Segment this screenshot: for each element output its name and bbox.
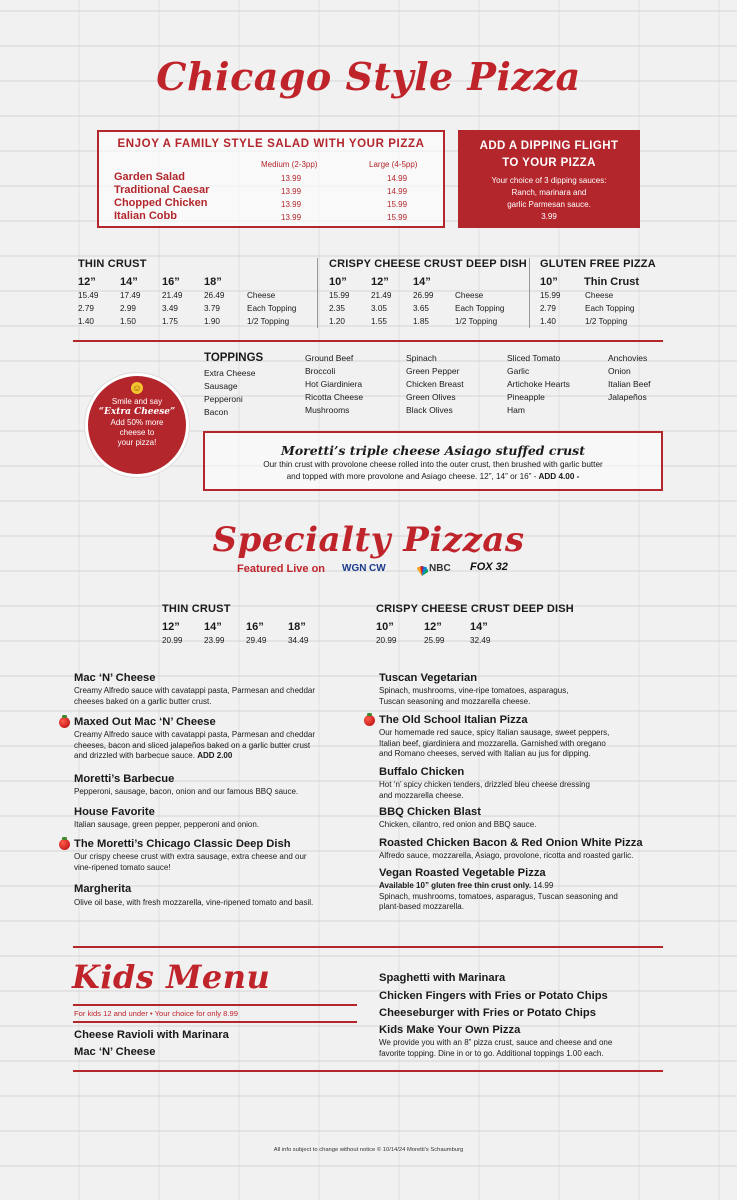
price-cell: 3.65 <box>413 304 429 313</box>
topping-item: Garlic <box>507 366 530 376</box>
dipping-title-2: TO YOUR PIZZA <box>502 157 596 169</box>
size-header: 12” <box>424 621 442 633</box>
size-header: 12” <box>371 276 389 288</box>
topping-item: Italian Beef <box>608 379 651 389</box>
size-header: 10” <box>329 276 347 288</box>
salad-name: Chopped Chicken <box>114 197 208 209</box>
bubble-text: your pizza! <box>117 438 157 447</box>
gluten-free-title: GLUTEN FREE PIZZA <box>540 258 656 270</box>
price-row-label: Each Topping <box>585 304 635 313</box>
price-cell: 15.49 <box>78 291 99 300</box>
asiago-title: Moretti’s triple cheese Asiago stuffed crust <box>281 443 585 458</box>
section-divider <box>73 1070 663 1072</box>
price-cell: 1.85 <box>413 317 429 326</box>
price-cell: 21.49 <box>162 291 183 300</box>
price-cell: 20.99 <box>162 636 183 645</box>
pizza-desc-line: Tuscan seasoning and mozzarella cheese. <box>379 696 531 706</box>
featured-label: Featured Live on <box>237 563 326 575</box>
crust-header: Thin Crust <box>584 276 639 288</box>
size-header: 18” <box>288 621 306 633</box>
pizza-desc-line: and Romano cheeses, served with Italian au jus for dipping. <box>379 749 591 758</box>
bubble-text: cheese to <box>119 428 155 437</box>
topping-item: Spinach <box>406 353 437 363</box>
pizza-desc-line: Our homemade red sauce, spicy Italian sausage, sweet peppers, <box>379 728 610 737</box>
thin-crust-title: THIN CRUST <box>78 258 147 270</box>
kids-divider <box>73 1004 357 1006</box>
price-cell: 2.99 <box>120 304 136 313</box>
kids-divider <box>73 1021 357 1023</box>
topping-item: Sliced Tomato <box>507 353 561 363</box>
topping-item: Chicken Breast <box>406 379 464 389</box>
salad-name: Italian Cobb <box>114 210 177 222</box>
salad-price-medium: 13.99 <box>281 174 302 183</box>
bubble-text: Add 50% more <box>110 418 164 427</box>
size-header: 10” <box>376 621 394 633</box>
pizza-desc: Alfredo sauce, mozzarella, Asiago, provolone, ricotta and roasted garlic. <box>379 851 634 860</box>
pizza-desc-line: vine-ripened tomato sauce! <box>74 862 171 872</box>
size-header: 14” <box>204 621 222 633</box>
pizza-desc-line: cheeses baked on a garlic butter crust. <box>74 696 212 706</box>
pizza-desc-line: Creamy Alfredo sauce with cavatappi pasta, Parmesan and cheddar <box>74 686 316 695</box>
salad-price-large: 15.99 <box>387 200 408 209</box>
pizza-desc-line: Italian beef, giardiniera and mozzarella. Garnished with oregano <box>379 738 606 748</box>
pizza-name: Roasted Chicken Bacon & Red Onion White Pizza <box>379 837 643 849</box>
footer-note: All info subject to change without notice © 10/14/24 Moretti’s Schaumburg <box>273 1147 464 1153</box>
price-row-label: 1/2 Topping <box>455 317 498 326</box>
pizza-desc <box>379 728 609 760</box>
salad-price-large: 14.99 <box>387 187 408 196</box>
dipping-price: 3.99 <box>541 212 557 221</box>
price-cell: 2.79 <box>78 304 94 313</box>
price-cell: 1.40 <box>540 317 556 326</box>
price-row-label: Cheese <box>455 291 484 300</box>
price-row-label: Each Topping <box>455 304 505 313</box>
price-cell: 1.75 <box>162 317 178 326</box>
topping-item: Green Pepper <box>406 366 460 376</box>
topping-item: Black Olives <box>406 405 453 415</box>
dipping-flight-box <box>458 130 640 228</box>
topping-item: Sausage <box>204 381 238 391</box>
kids-own-desc <box>379 1038 612 1059</box>
salad-price-large: 14.99 <box>387 174 408 183</box>
kids-note: For kids 12 and under • Your choice for only 8.99 <box>74 1009 238 1018</box>
pizza-name: The Moretti’s Chicago Classic Deep Dish <box>74 838 291 850</box>
price-row-label: Cheese <box>585 291 614 300</box>
topping-item: Onion <box>608 366 631 376</box>
pizza-name: Margherita <box>74 883 132 895</box>
pizza-name: Buffalo Chicken <box>379 766 465 778</box>
nbc-peacock-icon <box>416 563 428 573</box>
page-title: Chicago Style Pizza <box>156 54 581 99</box>
pizza-desc-line: and mozzarella cheese. <box>379 790 464 800</box>
pizza-desc: Pepperoni, sausage, bacon, onion and our famous BBQ sauce. <box>74 787 299 796</box>
pizza-desc-line: Spinach, mushrooms, vine-ripe tomatoes, asparagus, <box>379 686 569 695</box>
kids-item: Cheese Ravioli with Marinara <box>74 1029 229 1041</box>
dipping-desc: Your choice of 3 dipping sauces: <box>491 176 607 185</box>
topping-item: Bacon <box>204 407 229 417</box>
pizza-desc: Chicken, cilantro, red onion and BBQ sauce. <box>379 820 537 829</box>
price-cell: 15.99 <box>540 291 561 300</box>
price-cell: 3.79 <box>204 304 220 313</box>
asiago-crust-box <box>203 431 663 491</box>
price-cell: 23.99 <box>204 636 225 645</box>
pizza-desc-line: Our crispy cheese crust with extra sausage, extra cheese and our <box>74 852 307 861</box>
price-cell: 3.05 <box>371 304 387 313</box>
price-cell: 34.49 <box>288 636 309 645</box>
divider <box>529 258 530 328</box>
pizza-desc <box>74 686 315 707</box>
price-cell: 3.49 <box>162 304 178 313</box>
gluten-free-price: 14.99 <box>533 881 554 890</box>
asiago-desc: Our thin crust with provolone cheese rolled into the outer crust, then brushed with garlic butter <box>263 460 603 469</box>
price-cell: 32.49 <box>470 636 491 645</box>
price-cell: 1.50 <box>120 317 136 326</box>
pizza-desc <box>379 686 568 707</box>
price-cell: 26.49 <box>204 291 225 300</box>
topping-item: Jalapeños <box>608 392 647 402</box>
salad-box <box>97 130 445 228</box>
topping-item: Broccoli <box>305 366 336 376</box>
salad-price-medium: 13.99 <box>281 213 302 222</box>
price-cell: 25.99 <box>424 636 445 645</box>
salad-price-large: 15.99 <box>387 213 408 222</box>
kids-item: Kids Make Your Own Pizza <box>379 1024 521 1036</box>
asiago-add-price: ADD 4.00 - <box>536 472 580 481</box>
cw-logo: CW <box>369 563 386 574</box>
pizza-name: Moretti’s Barbecue <box>74 773 175 785</box>
tomato-icon <box>59 839 70 850</box>
nbc-logo: NBC <box>429 563 451 574</box>
pizza-add-price: ADD 2.00 <box>197 751 233 760</box>
pizza-name: Maxed Out Mac ‘N’ Cheese <box>74 716 216 728</box>
toppings-title: TOPPINGS <box>204 352 264 364</box>
topping-item: Extra Cheese <box>204 368 256 378</box>
gluten-free-note: Available 10” gluten free thin crust only. <box>379 881 532 890</box>
kids-item: Chicken Fingers with Fries or Potato Chips <box>379 990 608 1002</box>
specialty-title: Specialty Pizzas <box>212 520 525 560</box>
price-row-label: 1/2 Topping <box>247 317 290 326</box>
price-cell: 15.99 <box>329 291 350 300</box>
kids-item: Mac ‘N’ Cheese <box>74 1046 156 1058</box>
fox32-logo: FOX 32 <box>470 561 508 573</box>
pizza-desc <box>379 780 590 801</box>
pizza-desc <box>74 852 307 873</box>
salad-heading: ENJOY A FAMILY STYLE SALAD WITH YOUR PIZZA <box>117 138 425 150</box>
pizza-name: The Old School Italian Pizza <box>379 714 528 726</box>
kids-item: Cheeseburger with Fries or Potato Chips <box>379 1007 596 1019</box>
price-row-label: Each Topping <box>247 304 297 313</box>
size-header: 12” <box>78 276 96 288</box>
bubble-text: Smile and say <box>111 397 163 406</box>
topping-item: Ground Beef <box>305 353 354 363</box>
salad-col-large: Large (4-5pp) <box>369 160 418 169</box>
kids-item: Spaghetti with Marinara <box>379 972 506 984</box>
dipping-desc-2: Ranch, marinara and <box>511 188 587 197</box>
dipping-desc-3: garlic Parmesan sauce. <box>507 200 591 209</box>
asiago-desc-2: and topped with more provolone and Asiago cheese. 12”, 14” or 16” - <box>286 472 537 481</box>
price-cell: 20.99 <box>376 636 397 645</box>
topping-item: Ricotta Cheese <box>305 392 364 402</box>
topping-item: Pineapple <box>507 392 545 402</box>
price-cell: 2.79 <box>540 304 556 313</box>
salad-name: Traditional Caesar <box>114 184 210 196</box>
topping-item: Ham <box>507 405 525 415</box>
kids-title: Kids Menu <box>72 958 271 996</box>
tomato-icon <box>59 717 70 728</box>
topping-item: Artichoke Hearts <box>507 379 570 389</box>
divider <box>317 258 318 328</box>
pizza-desc: Italian sausage, green pepper, pepperoni and onion. <box>74 820 260 829</box>
size-header: 10” <box>540 276 558 288</box>
pizza-desc <box>379 881 618 913</box>
tomato-icon <box>364 715 375 726</box>
specialty-deep-title: CRISPY CHEESE CRUST DEEP DISH <box>376 603 574 615</box>
pizza-name: House Favorite <box>74 806 155 818</box>
size-header: 14” <box>470 621 488 633</box>
pizza-desc: Olive oil base, with fresh mozzarella, vine-ripened tomato and basil. <box>74 898 314 907</box>
size-header: 18” <box>204 276 222 288</box>
price-cell: 1.40 <box>78 317 94 326</box>
size-header: 14” <box>120 276 138 288</box>
topping-item: Hot Giardiniera <box>305 379 363 389</box>
price-row-label: 1/2 Topping <box>585 317 628 326</box>
deep-dish-title: CRISPY CHEESE CRUST DEEP DISH <box>329 258 527 270</box>
size-header: 12” <box>162 621 180 633</box>
topping-item: Anchovies <box>608 353 648 363</box>
pizza-name: BBQ Chicken Blast <box>379 806 481 818</box>
bubble-extra-cheese: “Extra Cheese” <box>98 407 176 417</box>
price-cell: 2.35 <box>329 304 345 313</box>
section-divider <box>73 340 663 342</box>
salad-price-medium: 13.99 <box>281 200 302 209</box>
pizza-desc <box>74 730 315 762</box>
specialty-thin-title: THIN CRUST <box>162 603 231 615</box>
topping-item: Mushrooms <box>305 405 350 415</box>
salad-price-medium: 13.99 <box>281 187 302 196</box>
price-cell: 1.20 <box>329 317 345 326</box>
pizza-name: Vegan Roasted Vegetable Pizza <box>379 867 546 879</box>
wgn-logo: WGN <box>342 563 367 574</box>
pizza-desc-line: Spinach, mushrooms, tomatoes, asparagus, Tuscan seasoning and <box>379 891 618 901</box>
kids-desc-line: favorite topping. Dine in or to go. Additional toppings 1.00 each. <box>379 1048 604 1058</box>
salad-name: Garden Salad <box>114 171 185 183</box>
price-cell: 26.99 <box>413 291 434 300</box>
pizza-name: Tuscan Vegetarian <box>379 672 478 684</box>
price-row-label: Cheese <box>247 291 276 300</box>
size-header: 16” <box>162 276 180 288</box>
topping-item: Green Olives <box>406 392 456 402</box>
price-cell: 21.49 <box>371 291 392 300</box>
size-header: 14” <box>413 276 431 288</box>
price-cell: 1.55 <box>371 317 387 326</box>
smiley-icon: ☺ <box>132 383 142 393</box>
pizza-desc-line: and drizzled with barbecue sauce. <box>74 751 195 760</box>
section-divider <box>73 946 663 948</box>
pizza-desc-line: Creamy Alfredo sauce with cavatappi pasta, Parmesan and cheddar <box>74 730 316 739</box>
pizza-desc-line: plant-based mozzarella. <box>379 902 464 911</box>
price-cell: 29.49 <box>246 636 267 645</box>
size-header: 16” <box>246 621 264 633</box>
topping-item: Pepperoni <box>204 394 243 404</box>
salad-col-medium: Medium (2-3pp) <box>261 160 318 169</box>
pizza-desc-line: cheeses, bacon and sliced jalapeños baked on a garlic butter crust <box>74 740 311 750</box>
pizza-name: Mac ‘N’ Cheese <box>74 672 156 684</box>
extra-cheese-bubble <box>88 376 186 474</box>
dipping-title: ADD A DIPPING FLIGHT <box>479 140 619 152</box>
price-cell: 1.90 <box>204 317 220 326</box>
pizza-desc-line: Hot ‘n’ spicy chicken tenders, drizzled bleu cheese dressing <box>379 780 590 789</box>
kids-desc-line: We provide you with an 8” pizza crust, sauce and cheese and one <box>379 1038 613 1047</box>
price-cell: 17.49 <box>120 291 141 300</box>
